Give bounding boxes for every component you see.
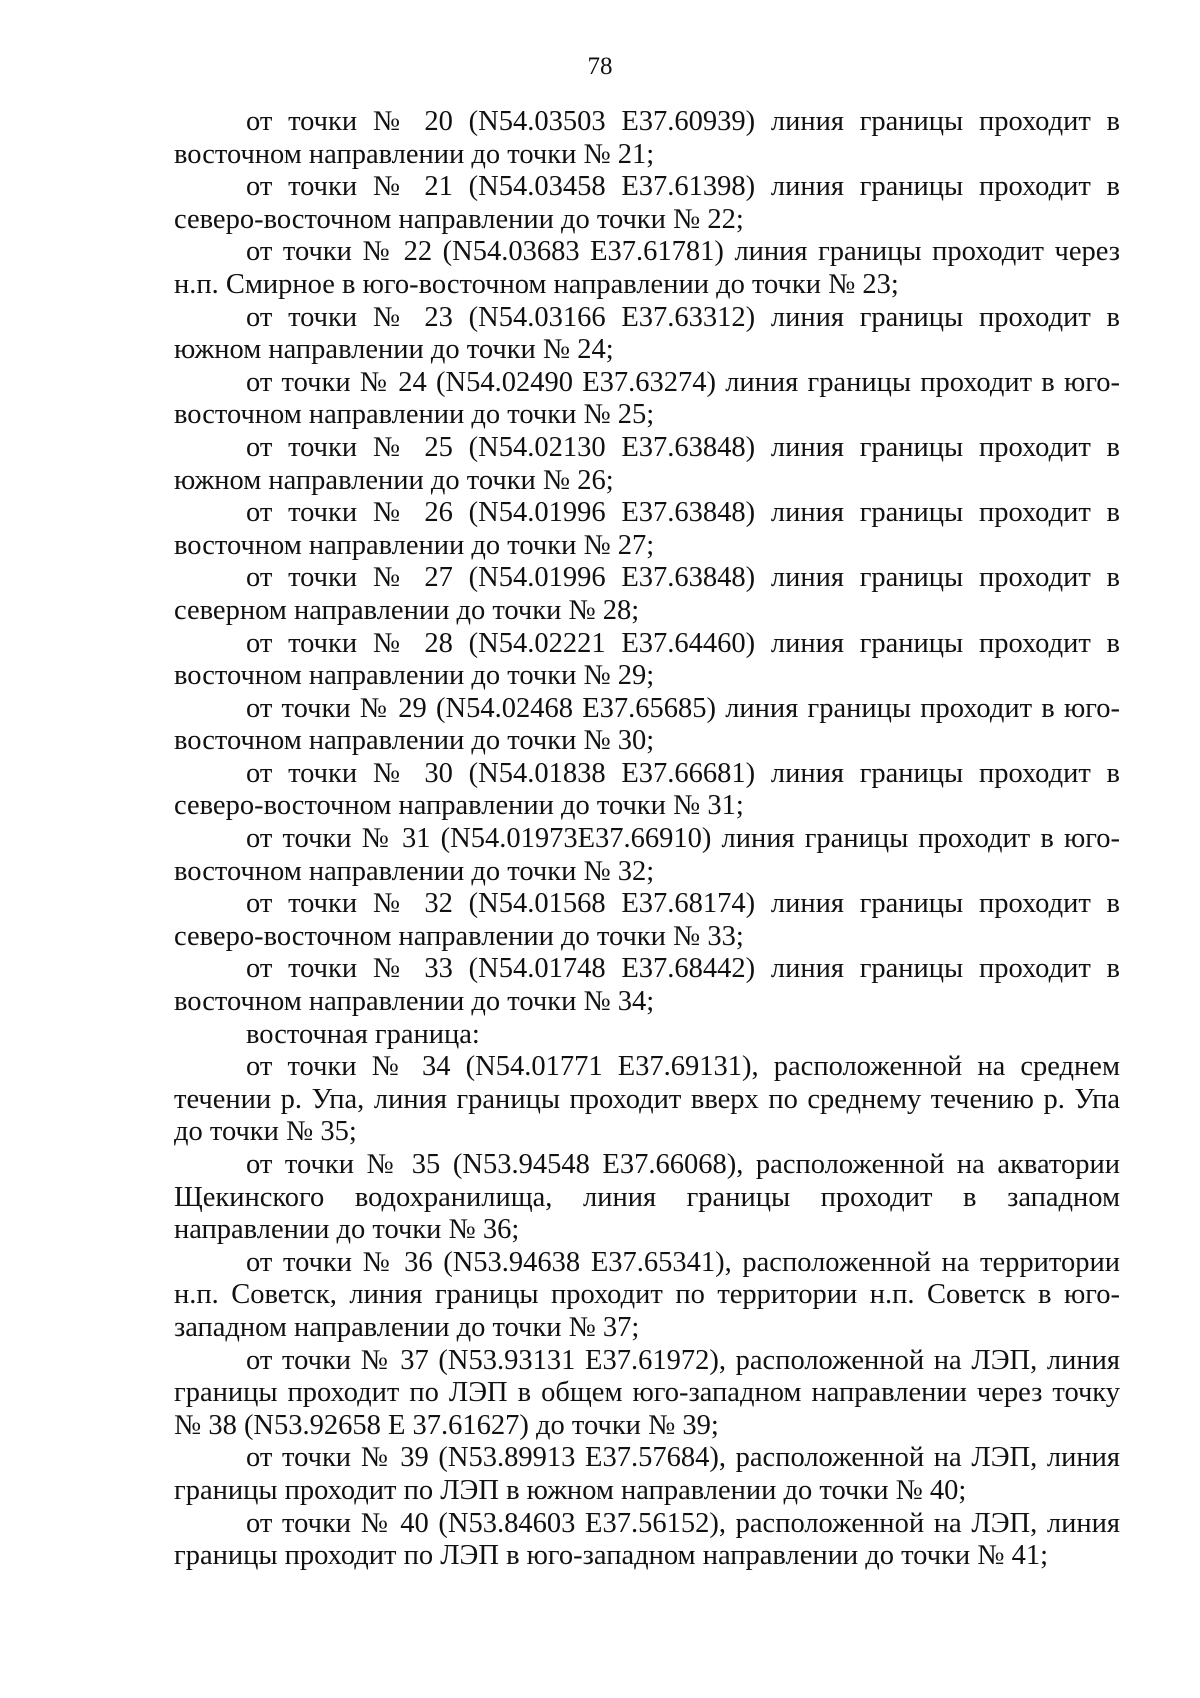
boundary-paragraph-point-26: от точки № 26 (N54.01996 E37.63848) линия границы проходит в восточном направлении до точки № 27; (174, 497, 1120, 561)
boundary-paragraph-point-39: от точки № 39 (N53.89913 E37.57684), расположенной на ЛЭП, линия границы проходит по ЛЭП в южном направлении до точки № 40; (174, 1442, 1120, 1506)
boundary-paragraph-point-24: от точки № 24 (N54.02490 E37.63274) линия границы проходит в юго-восточном направлении до точки № 25; (174, 366, 1120, 431)
boundary-paragraph-point-34: от точки № 34 (N54.01771 E37.69131), расположенной на среднем течении р. Упа, линия границы проходит вверх по среднему течению р. Упа до точки № 35; (174, 1051, 1120, 1148)
boundary-paragraph-point-23: от точки № 23 (N54.03166 E37.63312) линия границы проходит в южном направлении до точки № 24; (174, 301, 1120, 366)
boundary-paragraph-point-35: от точки № 35 (N53.94548 E37.66068), расположенной на акватории Щекинского водохранилища, линия границы проходит в западном направлении до точки № 36; (174, 1149, 1120, 1246)
boundary-paragraph-point-36: от точки № 36 (N53.94638 E37.65341), расположенной на территории н.п. Советск, линия границы проходит по территории н.п. Советск в юго-западном направлении до точки № 37; (174, 1246, 1120, 1343)
boundary-paragraph-point-21: от точки № 21 (N54.03458 E37.61398) линия границы проходит в северо-восточном направлении до точки № 22; (174, 171, 1120, 235)
boundary-paragraph-point-28: от точки № 28 (N54.02221 E37.64460) линия границы проходит в восточном направлении до точки № 29; (174, 627, 1120, 692)
boundary-paragraph-point-27: от точки № 27 (N54.01996 E37.63848) линия границы проходит в северном направлении до точки № 28; (174, 562, 1120, 626)
boundary-paragraph-point-22: от точки № 22 (N54.03683 E37.61781) линия границы проходит через н.п. Смирное в юго-восточном направлении до точки № 23; (174, 236, 1120, 300)
page-number: 78 (587, 53, 613, 80)
boundary-paragraph-point-37: от точки № 37 (N53.93131 E37.61972), расположенной на ЛЭП, линия границы проходит по ЛЭП в общем юго-западном направлении через точку № 38 (N53.92658 E 37.61627) до точки № 39; (174, 1344, 1120, 1441)
boundary-paragraph-point-31: от точки № 31 (N54.01973E37.66910) линия границы проходит в юго-восточном направлении до точки № 32; (174, 823, 1120, 887)
boundary-paragraph-point-33: от точки № 33 (N54.01748 E37.68442) линия границы проходит в восточном направлении до точки № 34; (174, 953, 1120, 1018)
document-body (174, 106, 1120, 1573)
boundary-paragraph-point-40: от точки № 40 (N53.84603 E37.56152), расположенной на ЛЭП, линия границы проходит по ЛЭП в юго-западном направлении до точки № 41; (174, 1507, 1120, 1572)
boundary-paragraph-point-30: от точки № 30 (N54.01838 E37.66681) линия границы проходит в северо-восточном направлении до точки № 31; (174, 757, 1120, 822)
section-heading-eastern-border: восточная граница: (246, 1018, 480, 1050)
boundary-paragraph-point-25: от точки № 25 (N54.02130 E37.63848) линия границы проходит в южном направлении до точки № 26; (174, 431, 1120, 496)
boundary-paragraph-point-29: от точки № 29 (N54.02468 E37.65685) линия границы проходит в юго-восточном направлении до точки № 30; (174, 692, 1120, 757)
boundary-paragraph-point-20: от точки № 20 (N54.03503 E37.60939) линия границы проходит в восточном направлении до точки № 21; (174, 106, 1120, 170)
boundary-paragraph-point-32: от точки № 32 (N54.01568 E37.68174) линия границы проходит в северо-восточном направлении до точки № 33; (174, 888, 1120, 952)
